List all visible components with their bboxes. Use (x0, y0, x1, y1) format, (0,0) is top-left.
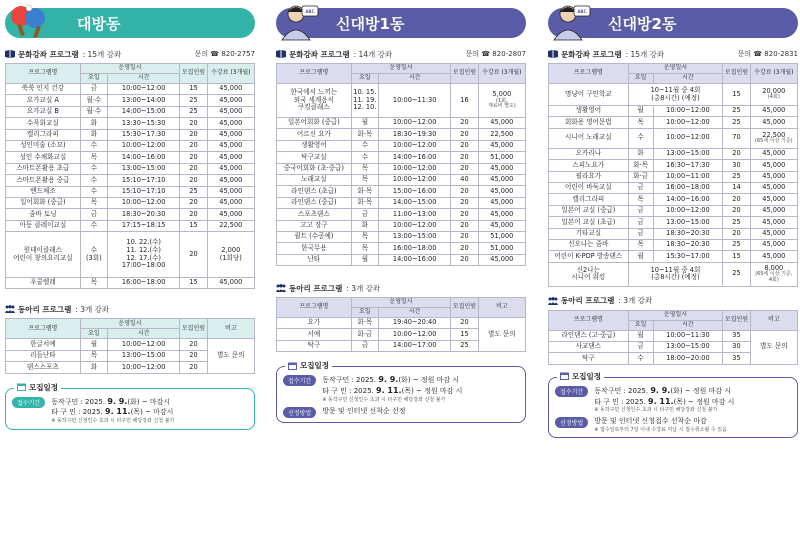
table-row: 일어회화 (중급) 목 10:00~12:00 20 45,000 (6, 197, 255, 208)
table-row: 탁구교실 수 14:00~16:00 20 51,000 (277, 152, 526, 163)
page-title: 신대방1동 (336, 14, 405, 33)
recruit-box: 모집일정 접수기간 동작구민 : 2025. 9. 9.(화) ~ 정원 마감 시 타 구 민 : 2025. 9. 11.(목) ~ 정원 마감 시 ※ 동작구민 신청인수 초과 시 타구민 해당강좌 신청 불가 선정방법 방문 및 인터넷 선착순 선정 (276, 366, 526, 422)
table-row: 회화용 영어문법 목 10:00~12:00 25 45,000 (549, 117, 798, 128)
table-row: 일본어 교실 (중급) 금 10:00~12:00 20 45,000 (549, 205, 798, 216)
table-row: 요가 화·목 19:40~20:40 20 별도 문의 (277, 318, 526, 329)
table-row: 캘리그라피 화 15:30~17:30 20 45,000 (6, 129, 255, 140)
culture-section-header: 문화강좌 프로그램 : 15개 강좌 문의 ☎ 820-2831 (548, 48, 798, 60)
people-icon (548, 297, 558, 305)
table-row: 중국어회화 (초·중급) 목 10:00~12:00 20 45,000 (277, 163, 526, 174)
method-pill: 선정방법 (555, 417, 588, 428)
table-row: 난타 월 14:00~16:00 20 45,000 (277, 254, 526, 265)
table-row: 원데이클래스 어린이 창의요리교실 수 (3회) 10. 22.(수) 11. 12.(수) 12. 17.(수) 17:00~18:00 20 2,000 (1회당) (6, 232, 255, 278)
table-row: 기타교실 금 18:30~20:30 20 45,000 (549, 228, 798, 239)
people-icon (5, 305, 15, 313)
person-laptop-icon (278, 2, 322, 42)
club-table: 프로그램명 운영일시 모집인원 비고 요일 시간 라인댄스 (고·중급) 월 10:00~11:30 35 별도 문의 사교댄스 금 13:00~15:00 30 탁구 수 18:00~20:00 35 (548, 310, 798, 365)
table-row: 줌바 토닝 금 18:30~20:30 20 45,000 (6, 209, 255, 220)
svg-text:ABC: ABC (305, 9, 315, 14)
table-row: 댄스스포츠 화 10:00~12:00 20 (6, 362, 255, 373)
table-row: 신2나는 시니어 워킹 10~11월 중 4회 (총8시간) (예정) 25 8,000 (65세 이상 기준, 4회) (549, 262, 798, 286)
table-row: 우쿨렐레 목 16:00~18:00 15 45,000 (6, 278, 255, 289)
table-row: 성인 수채화교실 목 14:00~16:00 20 45,000 (6, 152, 255, 163)
table-row: 어린이 K-POP 방송댄스 월 15:30~17:00 15 45,000 (549, 251, 798, 262)
table-row: 라인댄스 (고·중급) 월 10:00~11:30 35 별도 문의 (549, 330, 798, 341)
table-row: 수묵화교실 화 13:30~15:30 20 45,000 (6, 118, 255, 129)
table-row: 라인댄스 (중급) 화·목 14:00~15:00 20 45,000 (277, 197, 526, 208)
table-row: 한글서예 월 10:00~12:00 20 별도 문의 (6, 339, 255, 350)
table-row: 탁구 금 14:00~17:00 25 (277, 340, 526, 351)
svg-text:ABC: ABC (577, 9, 587, 14)
table-row: 스피노요가 화·목 16:30~17:30 30 45,000 (549, 160, 798, 171)
table-row: 쑥쑥 인지 건강 금 10:00~12:00 15 45,000 (6, 84, 255, 95)
book-icon (5, 50, 15, 58)
table-row: 필라요가 화·금 10:00~11:00 25 45,000 (549, 171, 798, 182)
book-icon (548, 50, 558, 58)
table-row: 노래교실 목 10:00~12:00 40 45,000 (277, 174, 526, 185)
recruit-box: 모집일정 접수기간 동작구민 : 2025. 9. 9.(화) ~ 마감시 타 구 민 : 2025. 9. 11.(목) ~ 마감시 ※ 동작구민 신청인수 초과 시 타구민 해당강좌 신청 불가 (5, 388, 255, 430)
table-row: 한국무용 목 16:00~18:00 20 51,000 (277, 243, 526, 254)
culture-section-header: 문화강좌 프로그램 : 15개 강좌 문의 ☎ 820-2757 (5, 48, 255, 60)
table-row: 일본어회화 (중급) 월 10:00~12:00 20 45,000 (277, 118, 526, 129)
column-sindaebang1 (276, 8, 526, 423)
table-row: 생활영어 수 10:00~12:00 20 45,000 (277, 140, 526, 151)
table-row: 스마트폰활용 초급 수 13:00~15:00 20 45,000 (6, 163, 255, 174)
inquiry-phone: 문의 ☎ 820-2807 (465, 50, 526, 58)
table-row: 스포츠댄스 금 11:00~13:00 20 45,000 (277, 209, 526, 220)
club-section-header: 동아리 프로그램 : 3개 강좌 (276, 282, 526, 294)
club-table: 프로그램명 운영일시 모집인원 비고 요일 시간 한글서예 월 10:00~12:00 20 별도 문의 리듬난타 목 13:00~15:00 20 댄스스포츠 화 10:00~12:00 20 (5, 318, 255, 373)
recruit-box: 모집일정 접수기간 동작구민 : 2025. 9. 9.(화) ~ 정원 마감 시 타 구 민 : 2025. 9. 11.(목) ~ 정원 마감 시 ※ 동작구민 신청인수 초과 시 타구민 해당강좌 신청 불가 선정방법 방문 및 인터넷 신청접수 선착순 마감 ※ 접수일로부터 7일 이내 수강료 미납 시 접수취소될 수 있음 (548, 377, 798, 439)
page-title: 신대방2동 (608, 14, 677, 33)
calendar-icon (17, 383, 26, 391)
period-pill: 접수기간 (12, 397, 45, 408)
table-row: 아동 클레이교실 수 17:15~18:15 15 22,500 (6, 220, 255, 231)
people-icon (276, 284, 286, 292)
table-row: 생활영어 월 10:00~12:00 25 45,000 (549, 106, 798, 117)
table-row: 요가교실 B 월·수 14:00~15:00 25 45,000 (6, 106, 255, 117)
table-row: 퀼트 (수공예) 목 13:00~15:00 20 51,000 (277, 231, 526, 242)
period-pill: 접수기간 (555, 386, 588, 397)
table-row: 요가교실 A 월·수 13:00~14:00 25 45,000 (6, 95, 255, 106)
page-title: 대방동 (77, 14, 121, 33)
title-banner (548, 8, 798, 38)
calendar-icon (560, 372, 569, 380)
table-row: 밴드체조 수 15:10~17:10 25 45,000 (6, 186, 255, 197)
table-row: 신오나는 줌바 목 18:30~20:30 25 45,000 (549, 239, 798, 250)
table-row: 고고 장구 화 10:00~12:00 20 45,000 (277, 220, 526, 231)
culture-table: 프로그램명 운영일시 모집인원 수강료 (3개월) 요일 시간 명냥이 구민학교 10~11월 중 4회 (총8시간) (예정) 15 20,000 (4회) 생활영어 월 10:00~12:00 25 45,000 회화용 영어문법 목 10:00~12:00 25 45,000 시니어 노래교실 수 10:00~12:00 70 22,500 (65세 이상 기준) 오카리나 화 13:00~15:00 20 45,000 스피노요가 화·목 16:30~17:30 30 45,000 필라요가 화·금 10:00~11:00 25 45,000 어린이 바둑교실 금 16:00~18:00 14 45,000 캘리그라피 목 14:00~16:00 20 45,000 일본어 교실 (중급) 금 10:00~12:00 20 45,000 일본어 교실 (초급) 금 13:00~15:00 25 45,000 기타교실 금 18:30~20:30 20 45,000 신오나는 줌바 목 18:30~20:30 25 45,000 어린이 K-POP 방송댄스 월 15:30~17:00 15 45,000 신2나는 시니어 워킹 10~11월 중 4회 (총8시간) (예정) 25 8,000 (65세 이상 기준, 4회) (548, 63, 798, 287)
table-row: 오카리나 화 13:00~15:00 20 45,000 (549, 148, 798, 159)
inquiry-phone: 문의 ☎ 820-2831 (737, 50, 798, 58)
table-row: 어르신 요가 화·목 18:30~19:30 20 22,500 (277, 129, 526, 140)
table-row: 서예 화·금 10:00~12:00 15 (277, 329, 526, 340)
table-row: 일본어 교실 (초급) 금 13:00~15:00 25 45,000 (549, 217, 798, 228)
title-banner (5, 8, 255, 38)
table-row: 캘리그라피 목 14:00~16:00 20 45,000 (549, 194, 798, 205)
table-row: 라인댄스 (초급) 화·목 15:00~16:00 20 45,000 (277, 186, 526, 197)
table-row: 명냥이 구민학교 10~11월 중 4회 (총8시간) (예정) 15 20,000 (4회) (549, 84, 798, 106)
column-sindaebang2 (548, 8, 798, 438)
method-pill: 선정방법 (283, 407, 316, 418)
table-row: 스마트폰활용 중급 수 15:10~17:10 20 45,000 (6, 175, 255, 186)
table-row: 시니어 노래교실 수 10:00~12:00 70 22,500 (65세 이상 기준) (549, 128, 798, 148)
culture-table: 프로그램명 운영일시 모집인원 수강료 (3개월) 요일 시간 쑥쑥 인지 건강 금 10:00~12:00 15 45,000 요가교실 A 월·수 13:00~14:00 25 45,000 요가교실 B 월·수 14:00~15:00 25 45,000 수묵화교실 화 13:30~15:30 20 45,000 캘리그라피 화 15:30~17:30 20 45,000 성인미술 (소묘) 수 10:00~12:00 20 45,000 성인 수채화교실 목 14:00~16:00 20 45,000 스마트폰활용 초급 수 13:00~15:00 20 45,000 스마트폰활용 중급 수 15:10~17:10 20 45,000 밴드체조 수 15:10~17:10 25 45,000 일어회화 (중급) 목 10:00~12:00 20 45,000 줌바 토닝 금 18:30~20:30 20 45,000 아동 클레이교실 수 17:15~18:15 15 22,500 원데이클래스 어린이 창의요리교실 수 (3회) 10. 22.(수) 11. 12.(수) 12. 17.(수) 17:00~18:00 20 2,000 (1회당) 우쿨렐레 목 16:00~18:00 15 45,000 (5, 63, 255, 289)
club-section-header: 동아리 프로그램 : 3개 강좌 (548, 295, 798, 307)
culture-table: 프로그램명 운영일시 모집인원 수강료 (3개월) 요일 시간 한국에서 느끼는 외국 세계음식 쿠킹클래스 10. 15. 11. 19. 12. 10. 10:00~11:30 16 5,000 (1회, 재료비 별도) 일본어회화 (중급) 월 10:00~12:00 20 45,000 어르신 요가 화·목 18:30~19:30 20 22,500 생활영어 수 10:00~12:00 20 45,000 탁구교실 수 14:00~16:00 20 51,000 중국어회화 (초·중급) 목 10:00~12:00 20 45,000 노래교실 목 10:00~12:00 40 45,000 라인댄스 (초급) 화·목 15:00~16:00 20 45,000 라인댄스 (중급) 화·목 14:00~15:00 20 45,000 스포츠댄스 금 11:00~13:00 20 45,000 고고 장구 화 10:00~12:00 20 45,000 퀼트 (수공예) 목 13:00~15:00 20 51,000 한국무용 목 16:00~18:00 20 51,000 난타 월 14:00~16:00 20 45,000 (276, 63, 526, 266)
column-daebang (5, 8, 255, 430)
inquiry-phone: 문의 ☎ 820-2757 (194, 50, 255, 58)
table-row: 어린이 바둑교실 금 16:00~18:00 14 45,000 (549, 182, 798, 193)
culture-section-header: 문화강좌 프로그램 : 14개 강좌 문의 ☎ 820-2807 (276, 48, 526, 60)
ping-pong-paddles-icon (7, 2, 51, 42)
table-row: 사교댄스 금 13:00~15:00 30 (549, 342, 798, 353)
person-laptop-icon (550, 2, 594, 42)
club-section-header: 동아리 프로그램 : 3개 강좌 (5, 303, 255, 315)
table-row: 성인미술 (소묘) 수 10:00~12:00 20 45,000 (6, 140, 255, 151)
table-row: 리듬난타 목 13:00~15:00 20 (6, 350, 255, 361)
table-row: 한국에서 느끼는 외국 세계음식 쿠킹클래스 10. 15. 11. 19. 12. 10. 10:00~11:30 16 5,000 (1회, 재료비 별도) (277, 84, 526, 118)
book-icon (276, 50, 286, 58)
title-banner (276, 8, 526, 38)
club-table: 프로그램명 운영일시 모집인원 비고 요일 시간 요가 화·목 19:40~20:40 20 별도 문의 서예 화·금 10:00~12:00 15 탁구 금 14:00~17:00 25 (276, 297, 526, 352)
period-pill: 접수기간 (283, 375, 316, 386)
table-row: 탁구 수 18:00~20:00 35 (549, 353, 798, 364)
calendar-icon (288, 362, 297, 370)
